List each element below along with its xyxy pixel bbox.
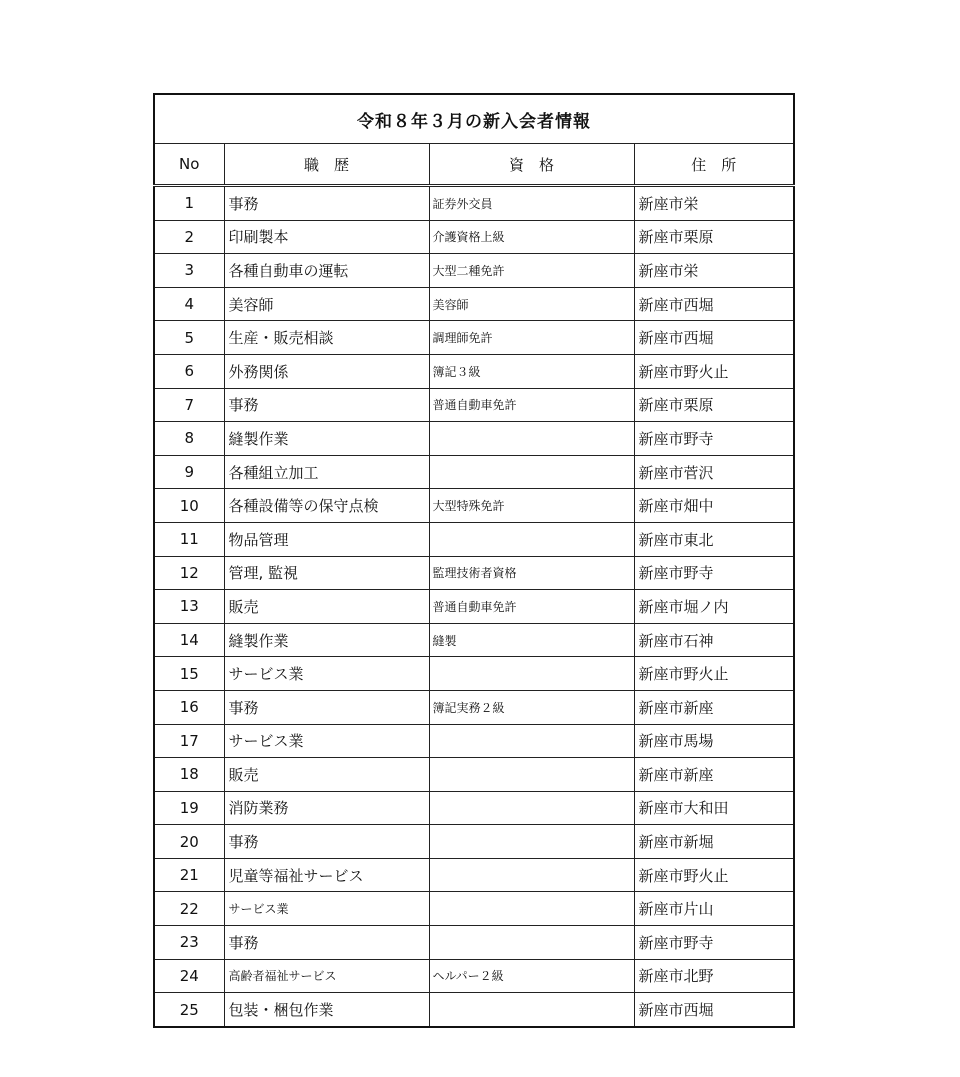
address-cell: 新座市西堀 [634, 287, 794, 321]
job-history-cell: 生産・販売相談 [224, 321, 429, 355]
table-body [154, 186, 794, 1027]
row-number-cell: 18 [154, 758, 224, 792]
row-number-cell: 13 [154, 590, 224, 624]
job-history-cell: 事務 [224, 825, 429, 859]
title-row [154, 94, 794, 144]
row-number-cell: 7 [154, 388, 224, 422]
row-number-cell: 6 [154, 354, 224, 388]
qualification-cell [429, 422, 634, 456]
table-row [154, 590, 794, 624]
qualification-cell: 介護資格上級 [429, 220, 634, 254]
address-cell: 新座市畑中 [634, 489, 794, 523]
job-history-cell: 縫製作業 [224, 623, 429, 657]
table-row [154, 724, 794, 758]
address-cell: 新座市栄 [634, 254, 794, 288]
table-row [154, 422, 794, 456]
qualification-cell [429, 455, 634, 489]
job-history-cell: 各種自動車の運転 [224, 254, 429, 288]
job-history-cell: 物品管理 [224, 522, 429, 556]
table-row [154, 825, 794, 859]
table-row [154, 220, 794, 254]
qualification-cell [429, 825, 634, 859]
row-number-cell: 17 [154, 724, 224, 758]
table-row [154, 388, 794, 422]
job-history-cell: 縫製作業 [224, 422, 429, 456]
qualification-cell: 大型特殊免許 [429, 489, 634, 523]
row-number-cell: 12 [154, 556, 224, 590]
table-row [154, 489, 794, 523]
row-number-cell: 4 [154, 287, 224, 321]
job-history-cell: サービス業 [224, 724, 429, 758]
row-number-cell: 15 [154, 657, 224, 691]
job-history-cell: サービス業 [224, 657, 429, 691]
row-number-cell: 2 [154, 220, 224, 254]
table-row [154, 791, 794, 825]
table-row [154, 455, 794, 489]
address-cell: 新座市片山 [634, 892, 794, 926]
table-row [154, 690, 794, 724]
job-history-cell: 事務 [224, 926, 429, 960]
header-row [154, 144, 794, 186]
header-address: 住 所 [634, 144, 794, 186]
job-history-cell: 児童等福祉サービス [224, 858, 429, 892]
job-history-cell: 印刷製本 [224, 220, 429, 254]
row-number-cell: 14 [154, 623, 224, 657]
row-number-cell: 5 [154, 321, 224, 355]
qualification-cell [429, 791, 634, 825]
header-job-history: 職 歴 [224, 144, 429, 186]
job-history-cell: 販売 [224, 758, 429, 792]
address-cell: 新座市栗原 [634, 388, 794, 422]
address-cell: 新座市西堀 [634, 993, 794, 1027]
row-number-cell: 23 [154, 926, 224, 960]
header-no: No [154, 144, 224, 186]
table-row [154, 354, 794, 388]
qualification-cell: 縫製 [429, 623, 634, 657]
qualification-cell [429, 657, 634, 691]
qualification-cell: 美容師 [429, 287, 634, 321]
table-row [154, 556, 794, 590]
address-cell: 新座市新座 [634, 758, 794, 792]
row-number-cell: 22 [154, 892, 224, 926]
address-cell: 新座市野火止 [634, 858, 794, 892]
table-row [154, 623, 794, 657]
job-history-cell: 事務 [224, 388, 429, 422]
qualification-cell [429, 522, 634, 556]
qualification-cell [429, 858, 634, 892]
table-row [154, 254, 794, 288]
table-row [154, 926, 794, 960]
address-cell: 新座市北野 [634, 959, 794, 993]
row-number-cell: 20 [154, 825, 224, 859]
address-cell: 新座市堀ノ内 [634, 590, 794, 624]
table-row [154, 959, 794, 993]
job-history-cell: 事務 [224, 186, 429, 221]
qualification-cell: 普通自動車免許 [429, 388, 634, 422]
row-number-cell: 19 [154, 791, 224, 825]
address-cell: 新座市東北 [634, 522, 794, 556]
job-history-cell: 管理, 監視 [224, 556, 429, 590]
address-cell: 新座市野火止 [634, 657, 794, 691]
row-number-cell: 3 [154, 254, 224, 288]
qualification-cell [429, 926, 634, 960]
job-history-cell: 高齢者福祉サービス [224, 959, 429, 993]
table-row [154, 522, 794, 556]
qualification-cell: 証券外交員 [429, 186, 634, 221]
table-row [154, 657, 794, 691]
job-history-cell: 外務関係 [224, 354, 429, 388]
address-cell: 新座市栄 [634, 186, 794, 221]
job-history-cell: 各種設備等の保守点検 [224, 489, 429, 523]
address-cell: 新座市野寺 [634, 926, 794, 960]
row-number-cell: 1 [154, 186, 224, 221]
qualification-cell [429, 724, 634, 758]
qualification-cell: 簿記３級 [429, 354, 634, 388]
qualification-cell: 簿記実務２級 [429, 690, 634, 724]
address-cell: 新座市石神 [634, 623, 794, 657]
row-number-cell: 11 [154, 522, 224, 556]
table-row [154, 993, 794, 1027]
new-members-table [153, 93, 795, 1028]
address-cell: 新座市新座 [634, 690, 794, 724]
job-history-cell: 販売 [224, 590, 429, 624]
row-number-cell: 24 [154, 959, 224, 993]
table-row [154, 892, 794, 926]
members-sheet [153, 93, 793, 1028]
job-history-cell: 包装・梱包作業 [224, 993, 429, 1027]
qualification-cell: 大型二種免許 [429, 254, 634, 288]
address-cell: 新座市野火止 [634, 354, 794, 388]
address-cell: 新座市菅沢 [634, 455, 794, 489]
address-cell: 新座市新堀 [634, 825, 794, 859]
row-number-cell: 9 [154, 455, 224, 489]
row-number-cell: 10 [154, 489, 224, 523]
table-row [154, 858, 794, 892]
row-number-cell: 25 [154, 993, 224, 1027]
address-cell: 新座市野寺 [634, 556, 794, 590]
row-number-cell: 8 [154, 422, 224, 456]
table-row [154, 186, 794, 221]
table-title: 令和８年３月の新入会者情報 [154, 94, 794, 144]
address-cell: 新座市野寺 [634, 422, 794, 456]
qualification-cell: 監理技術者資格 [429, 556, 634, 590]
job-history-cell: 美容師 [224, 287, 429, 321]
address-cell: 新座市大和田 [634, 791, 794, 825]
job-history-cell: サービス業 [224, 892, 429, 926]
job-history-cell: 事務 [224, 690, 429, 724]
table-row [154, 287, 794, 321]
job-history-cell: 消防業務 [224, 791, 429, 825]
address-cell: 新座市馬場 [634, 724, 794, 758]
qualification-cell [429, 993, 634, 1027]
address-cell: 新座市西堀 [634, 321, 794, 355]
row-number-cell: 16 [154, 690, 224, 724]
header-qualification: 資 格 [429, 144, 634, 186]
qualification-cell: 普通自動車免許 [429, 590, 634, 624]
address-cell: 新座市栗原 [634, 220, 794, 254]
qualification-cell [429, 892, 634, 926]
row-number-cell: 21 [154, 858, 224, 892]
qualification-cell: ヘルパー２級 [429, 959, 634, 993]
qualification-cell [429, 758, 634, 792]
table-row [154, 758, 794, 792]
table-row [154, 321, 794, 355]
qualification-cell: 調理師免許 [429, 321, 634, 355]
job-history-cell: 各種組立加工 [224, 455, 429, 489]
